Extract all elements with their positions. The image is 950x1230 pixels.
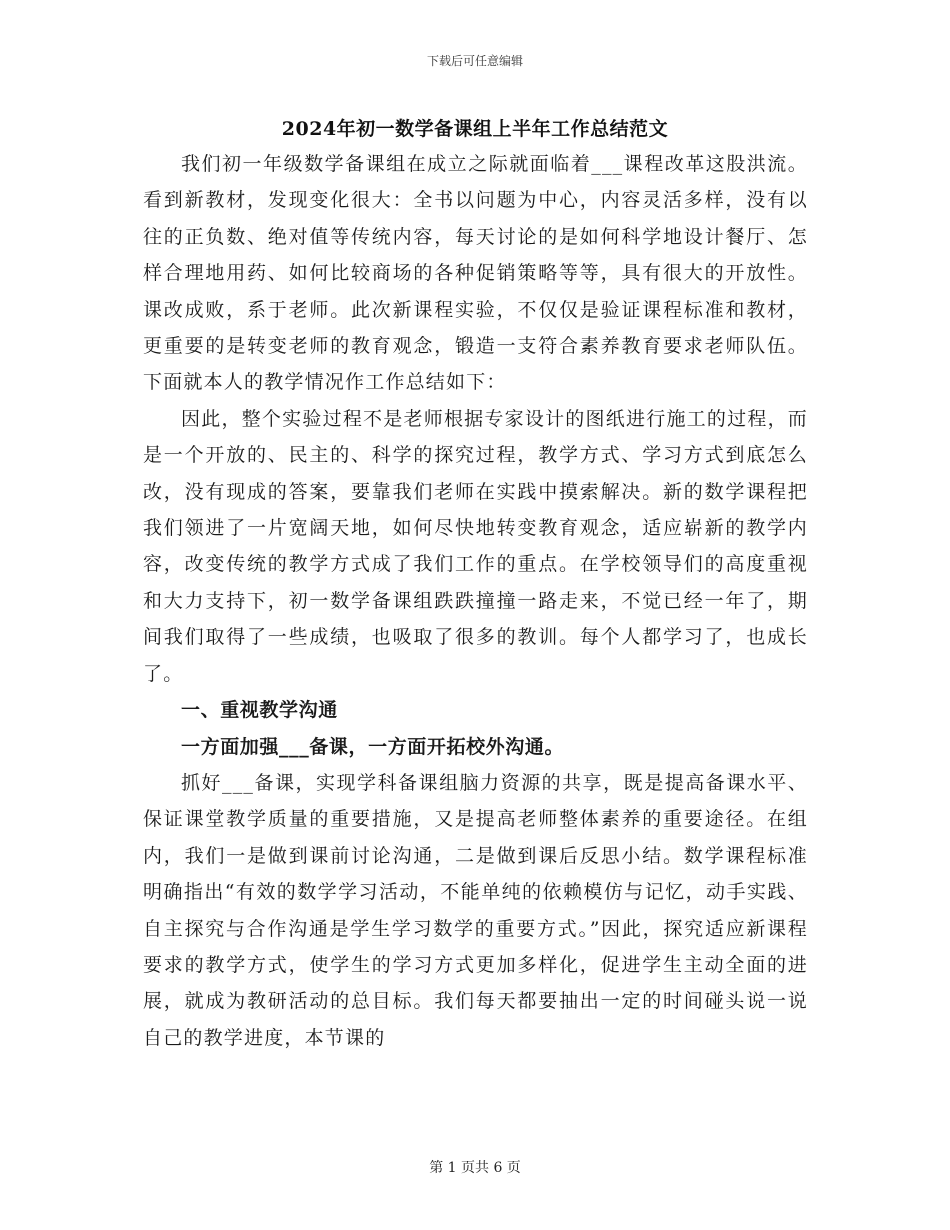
document-body xyxy=(143,146,808,1056)
sub-heading: 一方面加强___备课，一方面开拓校外沟通。 xyxy=(181,735,565,758)
paragraph-2: 因此，整个实验过程不是老师根据专家设计的图纸进行施工的过程，而是一个开放的、民主的、科学的探究过程，教学方式、学习方式到底怎么改，没有现成的答案，要靠我们老师在实践中摸索解决。新的数学课程把我们领进了一片宽阔天地，如何尽快地转变教育观念，适应崭新的教学内容，改变传统的教学方式成了我们工作的重点。在学校领导们的高度重视和大力支持下，初一数学备课组跌跌撞撞一路走来，不觉已经一年了，期间我们取得了一些成绩，也吸取了很多的教训。每个人都学习了，也成长了。 xyxy=(143,407,808,685)
header-note: 下载后可任意编辑 xyxy=(426,54,523,68)
document-title: 2024年初一数学备课组上半年工作总结范文 xyxy=(281,118,669,140)
page-footer: 第 1 页共 6 页 xyxy=(429,1160,521,1176)
paragraph-1: 我们初一年级数学备课组在成立之际就面临着___课程改革这股洪流。看到新教材，发现变化很大：全书以问题为中心，内容灵活多样，没有以往的正负数、绝对值等传统内容，每天讨论的是如何科学地设计餐厅、怎样合理地用药、如何比较商场的各种促销策略等等，具有很大的开放性。课改成败，系于老师。此次新课程实验，不仅仅是验证课程标准和教材，更重要的是转变老师的教育观念，锻造一支符合素养教育要求老师队伍。下面就本人的教学情况作工作总结如下： xyxy=(143,153,808,394)
section-heading: 一、重视教学沟通 xyxy=(181,699,338,722)
paragraph-3: 抓好___备课，实现学科备课组脑力资源的共享，既是提高备课水平、保证课堂教学质量的重要措施，又是提高老师整体素养的重要途径。在组内，我们一是做到课前讨论沟通，二是做到课后反思小结。数学课程标准明确指出“有效的数学学习活动，不能单纯的依赖模仿与记忆，动手实践、自主探究与合作沟通是学生学习数学的重要方式。”因此，探究适应新课程要求的教学方式，使学生的学习方式更加多样化，促进学生主动全面的进展，就成为教研活动的总目标。我们每天都要抽出一定的时间碰头说一说自己的教学进度，本节课的 xyxy=(143,771,808,1049)
